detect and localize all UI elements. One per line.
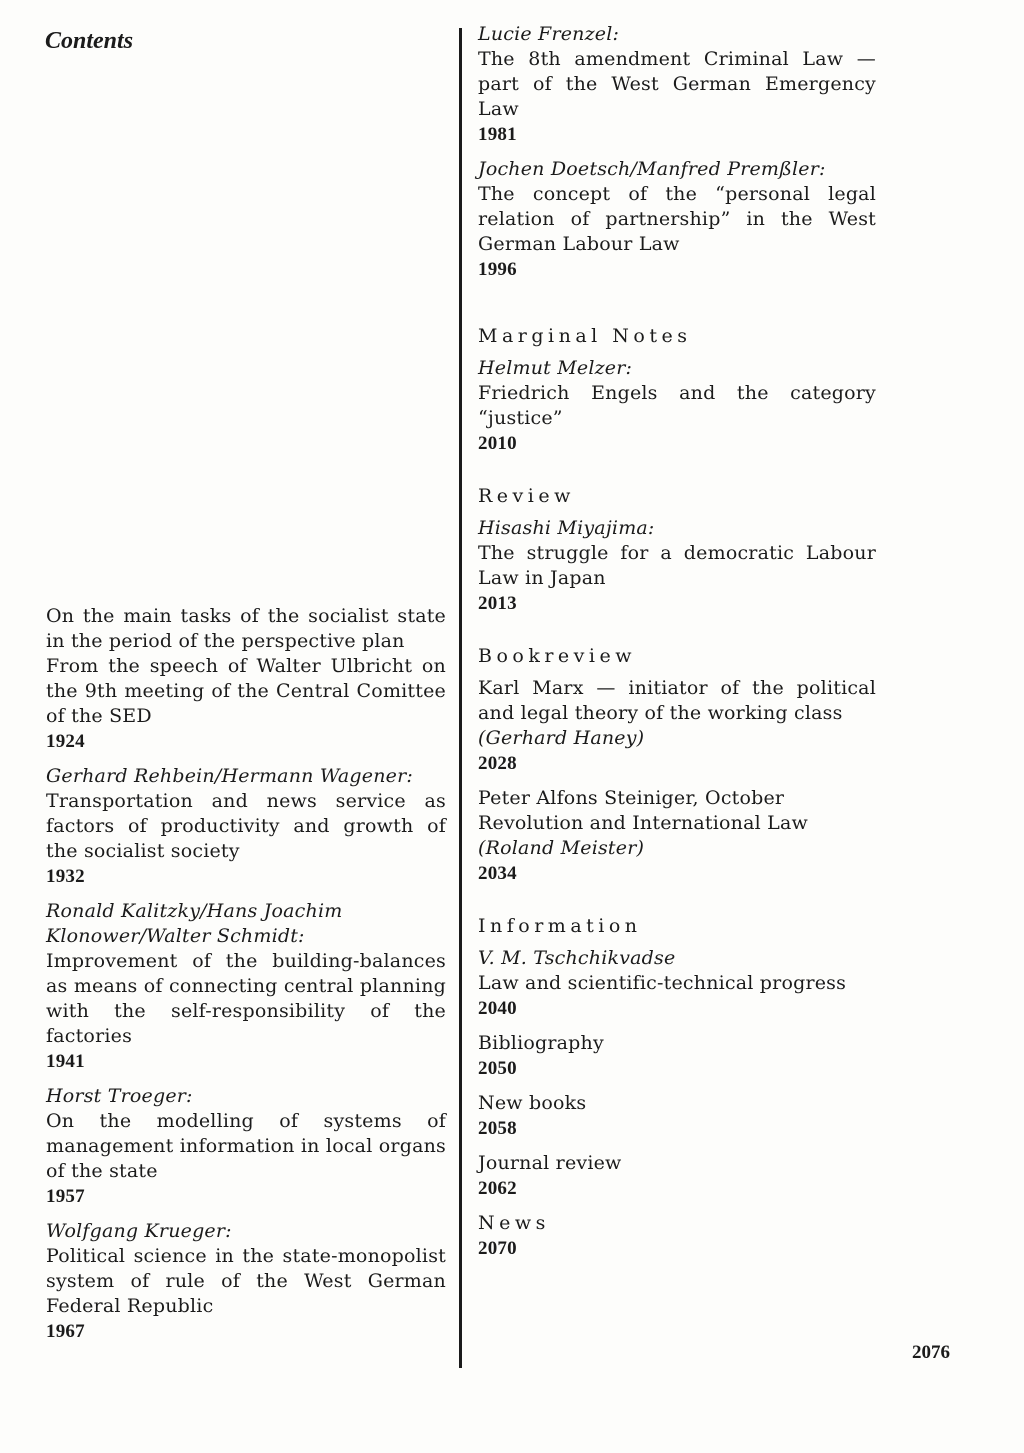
left-column <box>46 604 446 1354</box>
entry-author: Horst Troeger: <box>46 1085 193 1107</box>
entry-page-number: 1941 <box>46 1051 85 1072</box>
entry-page-number: 2062 <box>478 1178 517 1199</box>
entry-title: Journal review <box>478 1152 622 1174</box>
entry-page-number: 1981 <box>478 124 517 145</box>
entry-page-number: 1957 <box>46 1186 85 1207</box>
entry-subtitle: From the speech of Walter Ulbricht on the 9th meeting of the Central Comittee of the SED <box>46 655 446 727</box>
toc-entry <box>46 764 446 889</box>
entry-title: Transportation and news service as factors of productivity and growth of the socialist society <box>46 790 446 862</box>
toc-entry <box>46 1219 446 1344</box>
toc-entry <box>478 786 876 886</box>
column-divider <box>459 28 462 1368</box>
right-column <box>478 22 876 1271</box>
toc-entry <box>46 899 446 1074</box>
entry-page-number: 2034 <box>478 863 517 884</box>
toc-entry <box>46 604 446 754</box>
section-title-bookreview: Bookreview <box>478 645 636 667</box>
toc-entry <box>478 1211 876 1261</box>
entry-page-number: 2058 <box>478 1118 517 1139</box>
entry-author: Hisashi Miyajima: <box>478 517 655 539</box>
entry-author: V. M. Tschchikvadse <box>478 947 676 969</box>
toc-entry <box>478 22 876 147</box>
section-title-marginal-notes: Marginal Notes <box>478 325 692 347</box>
entry-page-number: 1967 <box>46 1321 85 1342</box>
entry-title: Improvement of the building-balances as means of connecting central planning with the self-responsibility of the factories <box>46 950 446 1047</box>
entry-title: On the main tasks of the socialist state in the period of the perspective plan <box>46 605 446 652</box>
toc-entry <box>478 1091 876 1141</box>
entry-page-number: 2040 <box>478 998 517 1019</box>
toc-entry <box>478 356 876 456</box>
toc-entry <box>478 1151 876 1201</box>
entry-page-number: 2070 <box>478 1238 517 1259</box>
page-number: 2076 <box>912 1342 950 1363</box>
entry-title: The struggle for a democratic Labour Law in Japan <box>478 542 876 589</box>
entry-page-number: 2028 <box>478 753 517 774</box>
toc-entry <box>46 1084 446 1209</box>
entry-title: Friedrich Engels and the category “justice” <box>478 382 876 429</box>
entry-title: The 8th amendment Criminal Law — part of the West German Emergency Law <box>478 48 876 120</box>
entry-title: The concept of the “personal legal relation of partnership” in the West German Labour Law <box>478 183 876 255</box>
entry-author: Lucie Frenzel: <box>478 23 620 45</box>
toc-entry <box>478 516 876 616</box>
entry-page-number: 2013 <box>478 593 517 614</box>
contents-heading: Contents <box>45 28 134 54</box>
entry-page-number: 2050 <box>478 1058 517 1079</box>
entry-title: Law and scientific-technical progress <box>478 972 847 994</box>
entry-title: Peter Alfons Steiniger, October Revolution and International Law <box>478 787 808 834</box>
entry-title: Karl Marx — initiator of the political and legal theory of the working class <box>478 677 876 724</box>
entry-page-number: 1932 <box>46 866 85 887</box>
entry-page-number: 2010 <box>478 433 517 454</box>
entry-reviewer: (Roland Meister) <box>478 837 645 859</box>
toc-entry <box>478 157 876 282</box>
toc-entry <box>478 946 876 1021</box>
entry-author: Ronald Kalitzky/Hans Joachim Klonower/Walter Schmidt: <box>46 900 343 947</box>
entry-author: Helmut Melzer: <box>478 357 633 379</box>
entry-title: News <box>478 1212 550 1234</box>
entry-reviewer: (Gerhard Haney) <box>478 727 645 749</box>
entry-author: Jochen Doetsch/Manfred Premßler: <box>478 158 826 180</box>
section-title-information: Information <box>478 915 642 937</box>
section-title-review: Review <box>478 485 575 507</box>
entry-title: Bibliography <box>478 1032 604 1054</box>
entry-title: On the modelling of systems of management information in local organs of the state <box>46 1110 446 1182</box>
toc-entry <box>478 676 876 776</box>
entry-title: Political science in the state-monopolist system of rule of the West German Federal Republic <box>46 1245 446 1317</box>
entry-author: Wolfgang Krueger: <box>46 1220 232 1242</box>
entry-title: New books <box>478 1092 587 1114</box>
entry-page-number: 1924 <box>46 731 85 752</box>
entry-author: Gerhard Rehbein/Hermann Wagener: <box>46 765 413 787</box>
entry-page-number: 1996 <box>478 259 517 280</box>
toc-entry <box>478 1031 876 1081</box>
